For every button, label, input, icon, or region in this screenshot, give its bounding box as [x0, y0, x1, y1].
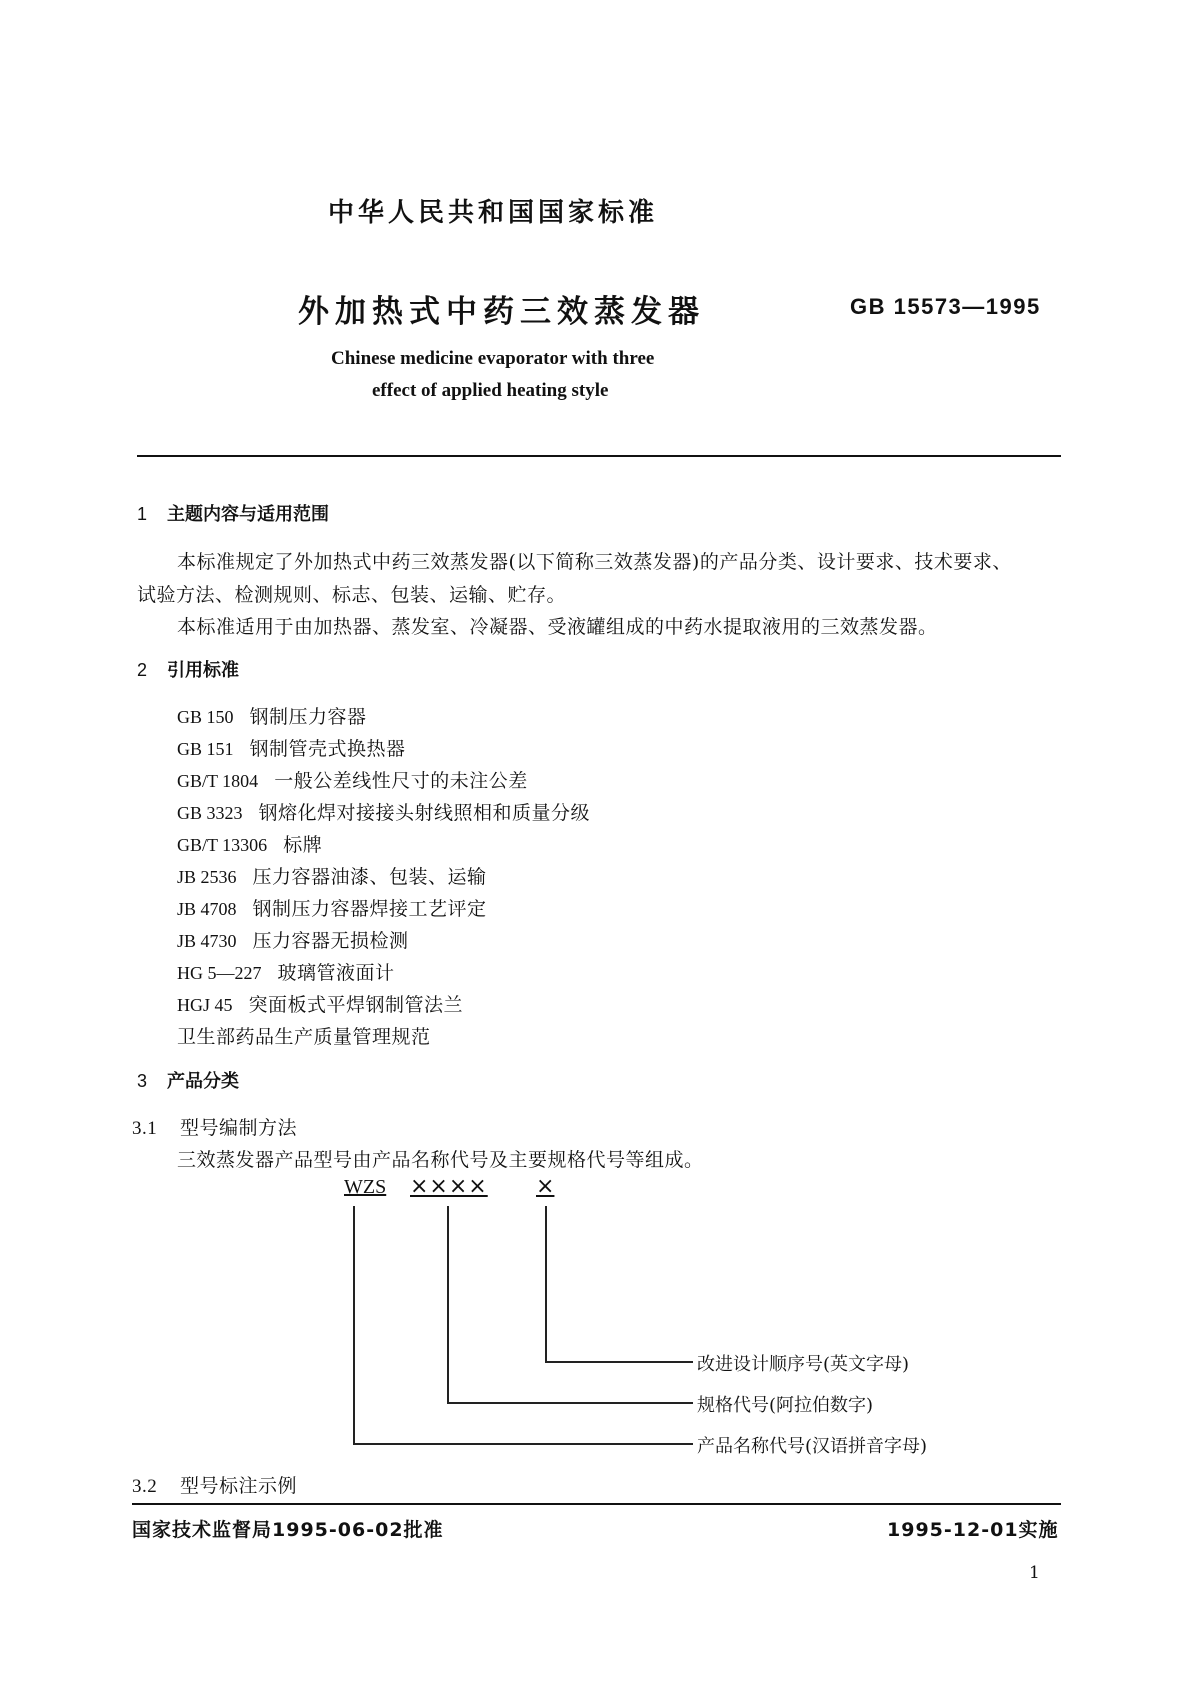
document-title-en-line2: effect of applied heating style	[372, 380, 609, 401]
spec-connector-horizontal	[447, 1402, 693, 1404]
spec-connector-vertical	[447, 1206, 449, 1403]
reference-name: 标牌	[283, 834, 323, 856]
section-3-heading	[137, 1067, 239, 1093]
legend-prefix: 产品名称代号(汉语拼音字母)	[697, 1436, 928, 1457]
section-1-paragraph-2: 本标准适用于由加热器、蒸发室、冷凝器、受液罐组成的中药水提取液用的三效蒸发器。	[177, 616, 938, 638]
legend-revision: 改进设计顺序号(英文字母)	[697, 1354, 910, 1375]
reference-name: 压力容器油漆、包装、运输	[252, 866, 487, 888]
section-title: 主题内容与适用范围	[167, 504, 329, 525]
reference-name: 突面板式平焊钢制管法兰	[248, 994, 464, 1016]
document-title-en-line1: Chinese medicine evaporator with three	[331, 348, 655, 369]
reference-name: 钢制压力容器焊接工艺评定	[252, 898, 487, 920]
reference-code: GB 150	[177, 707, 234, 727]
reference-row	[177, 830, 322, 857]
reference-name: 一般公差线性尺寸的未注公差	[274, 770, 528, 792]
reference-row	[177, 734, 406, 761]
reference-code: GB/T 1804	[177, 771, 259, 791]
prefix-connector-vertical	[353, 1206, 355, 1444]
reference-code: JB 4708	[177, 899, 237, 919]
subsection-3-1-heading	[132, 1113, 297, 1140]
section-1-heading	[137, 500, 329, 526]
reference-row	[177, 990, 463, 1017]
section-title: 引用标准	[167, 660, 239, 681]
section-2-heading	[137, 656, 239, 682]
reference-name: 卫生部药品生产质量管理规范	[177, 1026, 431, 1048]
subsection-number: 3.1	[132, 1118, 158, 1139]
subsection-3-1-text: 三效蒸发器产品型号由产品名称代号及主要规格代号等组成。	[177, 1149, 704, 1171]
model-revision-placeholder: ×	[536, 1174, 555, 1199]
prefix-connector-horizontal	[353, 1443, 693, 1445]
reference-code: HGJ 45	[177, 995, 233, 1015]
model-prefix: WZS	[344, 1176, 387, 1198]
section-title: 产品分类	[167, 1071, 239, 1092]
subsection-number: 3.2	[132, 1476, 158, 1497]
reference-row	[177, 958, 395, 985]
reference-code: JB 2536	[177, 867, 237, 887]
national-standard-heading: 中华人民共和国国家标准	[328, 198, 659, 228]
reference-name: 钢熔化焊对接接头射线照相和质量分级	[258, 802, 591, 824]
reference-row	[177, 926, 409, 953]
reference-code: GB 3323	[177, 803, 243, 823]
section-number: 2	[137, 660, 148, 680]
reference-row	[177, 702, 367, 729]
reference-code: HG 5—227	[177, 963, 262, 983]
subsection-3-2-heading	[132, 1471, 297, 1498]
subsection-title: 型号编制方法	[180, 1117, 298, 1139]
header-rule	[137, 455, 1061, 457]
revision-connector-horizontal	[545, 1361, 693, 1363]
reference-name: 钢制压力容器	[249, 706, 367, 728]
reference-name: 压力容器无损检测	[252, 930, 409, 952]
reference-name: 钢制管壳式换热器	[249, 738, 406, 760]
reference-row	[177, 766, 528, 793]
reference-row	[177, 894, 487, 921]
document-title-cn: 外加热式中药三效蒸发器	[298, 294, 705, 330]
reference-code: GB/T 13306	[177, 835, 268, 855]
approval-info: 国家技术监督局1995-06-02批准	[132, 1519, 444, 1541]
footer-rule	[132, 1503, 1061, 1505]
reference-row	[177, 798, 590, 825]
page-number: 1	[1029, 1563, 1040, 1583]
legend-spec: 规格代号(阿拉伯数字)	[697, 1395, 874, 1416]
effective-date: 1995-12-01实施	[887, 1519, 1059, 1541]
reference-name: 玻璃管液面计	[277, 962, 395, 984]
reference-code: JB 4730	[177, 931, 237, 951]
section-number: 1	[137, 504, 148, 524]
subsection-title: 型号标注示例	[180, 1475, 298, 1497]
standard-number: GB 15573—1995	[850, 294, 1041, 319]
section-1-paragraph-1-line-2: 试验方法、检测规则、标志、包装、运输、贮存。	[137, 584, 567, 606]
reference-row	[177, 1022, 431, 1049]
reference-row	[177, 862, 487, 889]
revision-connector-vertical	[545, 1206, 547, 1362]
section-1-paragraph-1-line-1: 本标准规定了外加热式中药三效蒸发器(以下简称三效蒸发器)的产品分类、设计要求、技术要求、	[177, 551, 1012, 573]
section-number: 3	[137, 1071, 148, 1091]
reference-code: GB 151	[177, 739, 234, 759]
model-spec-placeholder: ××××	[410, 1174, 488, 1199]
